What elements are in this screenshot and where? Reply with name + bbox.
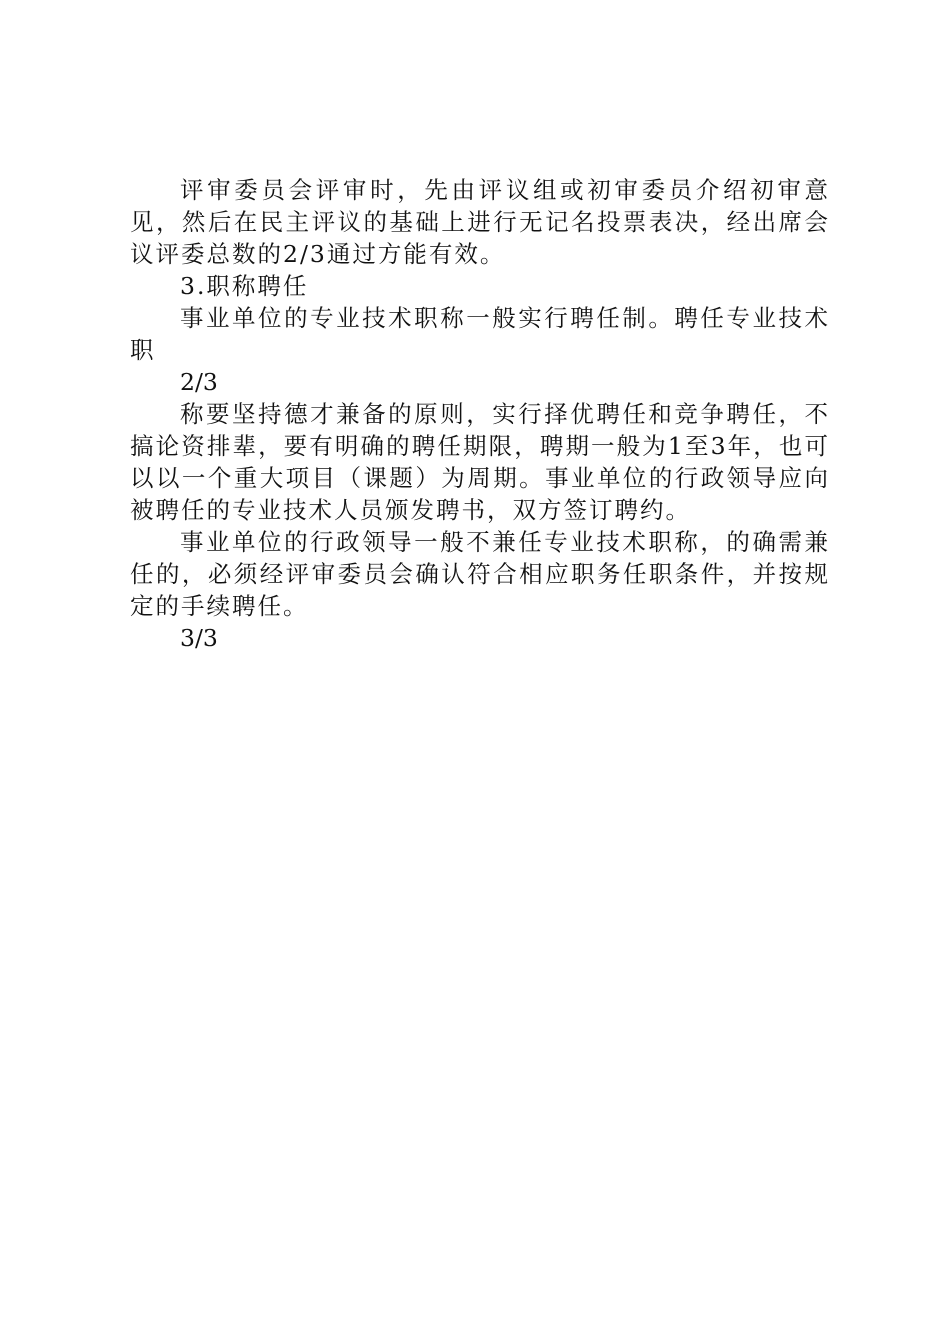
paragraph-administrative-leaders: 事业单位的行政领导一般不兼任专业技术职称，的确需兼任的，必须经评审委员会确认符合相应职务任职条件，并按规定的手续聘任。 <box>130 528 830 620</box>
page-marker-2-of-3: 2/3 <box>180 368 218 396</box>
section-heading-title-appointment: 3.职称聘任 <box>180 272 309 300</box>
page-marker-3-of-3: 3/3 <box>180 624 218 652</box>
document-body <box>130 174 830 654</box>
paragraph-review-voting: 评审委员会评审时，先由评议组或初审委员介绍初审意见，然后在民主评议的基础上进行无记名投票表决，经出席会议评委总数的2/3通过方能有效。 <box>130 176 830 268</box>
paragraph-appointment-system: 事业单位的专业技术职称一般实行聘任制。聘任专业技术职 <box>130 304 830 364</box>
paragraph-appointment-principles: 称要坚持德才兼备的原则，实行择优聘任和竞争聘任，不搞论资排辈，要有明确的聘任期限，聘期一般为1至3年，也可以以一个重大项目（课题）为周期。事业单位的行政领导应向被聘任的专业技术人员颁发聘书，双方签订聘约。 <box>130 400 830 524</box>
